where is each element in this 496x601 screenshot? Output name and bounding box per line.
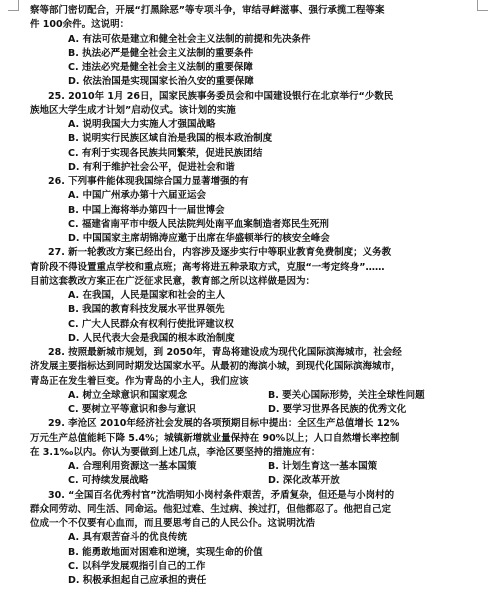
answer-option: A. 中国广州承办第十六届亚运会 <box>68 190 206 202</box>
answer-option: D. 中国国家主席胡锦涛应邀于出席在华盛顿举行的核安全峰会 <box>68 233 330 244</box>
answer-option: C. 要树立平等意识和参与意识 <box>68 404 196 415</box>
answer-option: A. 说明我国大力实施人才强国战略 <box>68 119 216 130</box>
text-line: 察等部门密切配合，开展“打黑除恶”等专项斗争，审结寻衅滋事、强行承揽工程等案 <box>30 5 385 16</box>
answer-option: C. 有利于实现各民族共同繁荣，促进民族团结 <box>68 147 263 159</box>
text-line: 在 3.1‰以内。你认为要做到上述几点，李沧区要坚持的措施应有： <box>30 446 321 458</box>
answer-option: A. 在我国，人民是国家和社会的主人 <box>68 290 225 301</box>
option-pair-row <box>30 474 470 488</box>
question-line: 29. 李沧区 2010年经济社会发展的各项预期目标中提出：全区生产总值增长 12% <box>48 418 400 430</box>
answer-option: D. 要学习世界各民族的优秀文化 <box>268 404 407 415</box>
answer-option: D. 积极承担起自己应承担的责任 <box>68 575 207 586</box>
answer-option: D. 依法治国是实现国家长治久安的重要保障 <box>68 76 254 88</box>
option-pair-row <box>30 460 470 474</box>
text-line: 青岛正在发生着巨变。作为青岛的小主人，我们应该 <box>30 375 249 387</box>
question-line: 30. “全国百名优秀村官”沈浩明知小岗村条件艰苦，矛盾复杂，但还是与小岗村的 <box>48 489 395 501</box>
page-corner-mark-right <box>477 0 488 11</box>
text-line: 族地区大学生成才计划”启动仪式。该计划的实施 <box>30 104 236 116</box>
answer-option: B. 计划生育这一基本国策 <box>268 461 378 472</box>
answer-option: A. 合理利用资源这一基本国策 <box>68 461 197 472</box>
question-line: 26. 下列事件能体现我国综合国力显著增强的有 <box>48 176 249 187</box>
answer-option: B. 能勇敢地面对困难和逆境，实现生命的价值 <box>68 546 263 558</box>
text-line: 育阶段不得设置重点学校和重点班；高考将进五种录取方式，克服“一考定终身”…… <box>30 261 385 273</box>
question-line: 25. 2010年 1月 26日，国家民族事务委员会和中国建设银行在北京举行“少数民 <box>48 90 394 102</box>
answer-option: D. 有利于维护社会公平，促进社会和谐 <box>68 161 235 173</box>
question-line: 27. 新一轮教改方案已经出台，内容涉及逐步实行中等职业教育免费制度；义务教 <box>48 247 392 259</box>
answer-option: C. 福建省南平市中级人民法院判处南平血案制造者郑民生死刑 <box>68 218 329 230</box>
question-line: 28. 按照最新城市规划，到 2050年，青岛将建设成为现代化国际滨海城市，社会经 <box>48 347 402 358</box>
page-corner-mark-left <box>8 0 19 11</box>
answer-option: A. 树立全球意识和国家观念 <box>68 389 187 401</box>
answer-option: D. 人民代表大会是我国的根本政治制度 <box>68 332 235 344</box>
option-pair-row <box>30 389 470 403</box>
answer-option: C. 违法必究是健全社会主义法制的重要保障 <box>68 62 253 73</box>
answer-option: A. 具有艰苦奋斗的优良传统 <box>68 532 187 544</box>
text-line: 目前这套教改方案正在广泛征求民意，教育部之所以这样做是因为： <box>30 275 316 287</box>
answer-option: B. 执法必严是健全社会主义法制的重要条件 <box>68 47 254 59</box>
text-line: 群众同劳动、同生活、同命运。他犯过难、生过病、挨过打，但他都忍了。他把自己定 <box>30 503 392 515</box>
answer-option: A. 有法可依是建立和健全社会主义法制的前提和先决条件 <box>68 33 311 45</box>
answer-option: C. 广大人民群众有权利行使批评建议权 <box>68 318 234 330</box>
option-pair-row <box>30 403 470 417</box>
document-body <box>30 4 470 588</box>
answer-option: D. 深化改革开放 <box>268 475 340 487</box>
answer-option: B. 说明实行民族区域自治是我国的根本政治制度 <box>68 133 273 145</box>
answer-option: B. 要关心国际形势，关注全球性问题 <box>268 389 425 401</box>
answer-option: B. 我国的教育科技发展水平世界领先 <box>68 304 225 316</box>
answer-option: C. 以科学发展观指引自己的工作 <box>68 560 206 572</box>
text-line: 位成一个不仅要有心血而，而且要思考自己的人民公仆。这说明沈浩 <box>30 518 316 529</box>
text-line: 万元生产总值能耗下降 5.4%；城镇新增就业量保持在 90%以上；人口自然增长率控制 <box>30 432 400 444</box>
answer-option: B. 中国上海将举办第四十一届世博会 <box>68 204 225 216</box>
text-line: 济发展主要指标达到同时期发达国家水平。从最初的海滨小城，到现代化国际滨海城市， <box>30 361 401 373</box>
text-line: 件 100余件。这说明： <box>30 19 130 31</box>
answer-option: C. 可持续发展战略 <box>68 475 149 487</box>
